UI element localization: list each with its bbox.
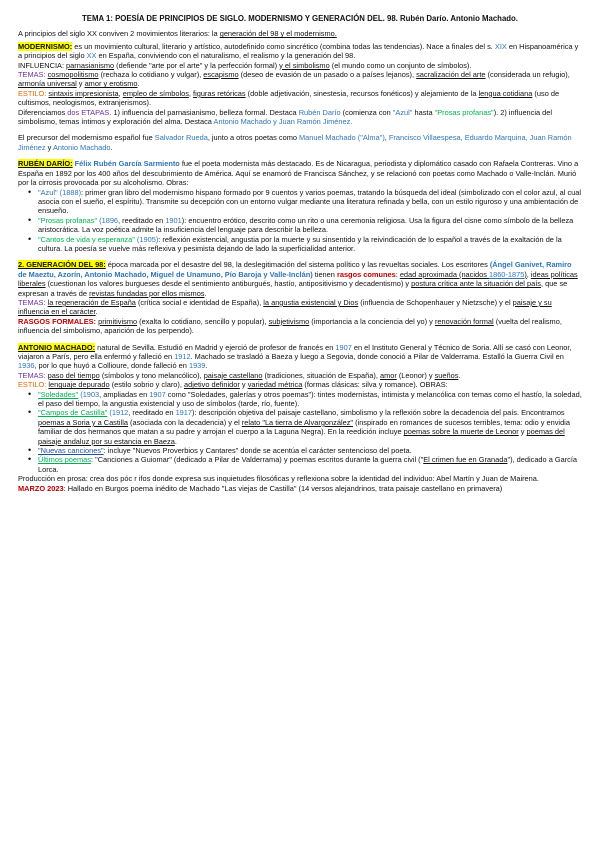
machado-temas: TEMAS: paso del tiempo (símbolos y tono melancólico), paisaje castellano (tradiciones, situación de España), amor (Leonor) y sueños. xyxy=(18,370,461,380)
list-item: • Últimos poemas: "Canciones a Guiomar" (dedicado a Pilar de Valderrama) y poemas escritos durante la guerra civil ("El crimen fue en Granada"), dedicado a García Lorca. xyxy=(38,455,582,474)
machado-bio: ANTONIO MACHADO: natural de Sevilla. Estudió en Madrid y ejerció de profesor de francés en 1907 en el Instituto General y Técnico de Soria. Allí se casó con Leonor, viajaron a París, pero ella enfermó y falleció en 1912. Machado se trasladó a Baeza y luego a Segovia, donde conoció a Pilar de Valderrama. Estalló la Guerra Civil en 1936, por lo que huyó a Collioure, donde falleció en 1939. xyxy=(18,342,572,371)
generacion-heading: 2. GENERACIÓN DEL 98: xyxy=(18,260,106,270)
list-item: • "Prosas profanas" (1896, reeditado en 1901): encuentro erótico, descrito como un rito o una ceremonia religiosa. Usa la figura del cisne como símbolo de la belleza aristocrática. La voz poética admite la insuficiencia del lenguaje para describir la belleza. xyxy=(38,216,582,235)
intro-text: A principios del siglo XX conviven 2 movimientos literarios: la xyxy=(18,29,220,39)
modernismo-precursor: El precursor del modernismo español fue Salvador Rueda, junto a otros poetas como Manuel Machado ("Alma"), Francisco Villaespesa, Eduardo Marquina, Juan Ramón Jiménez y Antonio Machado. xyxy=(18,133,572,152)
modernismo-etapas: Diferenciamos dos ETAPAS. 1) influencia del parnasianismo, belleza formal. Destaca Rubén Darío (comienza con "Azul" hasta "Prosas profanas"). 2) influencia del simbolismo, temas íntimos y exploración del alma. Destaca Antonio Machado y Juan Ramón Jiménez. xyxy=(18,107,553,127)
list-item: • "Soledades" (1903, ampliadas en 1907 como "Soledades, galerías y otros poemas"): tintes modernistas, intimista y melancólica con temas como el hastío, la soledad, el paso del tiempo, la angustia existencial y uso de símbolos (tarde, río, fuente). xyxy=(38,390,582,409)
list-item: • "Azul" (1888): primer gran libro del modernismo hispano formado por 9 cuentos y varios poemas, tratando la búsqueda del ideal (simbolizado con el color azul, al cual asocia con el sueño, el espíritu). Transmite su decepción con un entorno vulgar mediante una literatura refinada y bella, con un estilo riguroso y una ambientación de ensueño. xyxy=(38,188,582,216)
modernismo-temas: TEMAS: cosmopolitismo (rechaza lo cotidiano y vulgar), escapismo (deseo de evasión de un pasado o a países lejanos), sacralización del arte (considerada un refugio), armonía universal y amor y erotismo. xyxy=(18,70,570,89)
intro-underlined: generación del 98 y el modernismo. xyxy=(219,29,337,39)
modernismo-definition: MODERNISMO: es un movimiento cultural, literario y artístico, autodefinido como sincrético (combina todas las tendencias). Nace a finales del s. XIX en Hispanoamérica y a principios del siglo XX en España, conviviendo con el naturalismo, el realismo y la generación del 98. xyxy=(18,41,579,61)
machado-heading: ANTONIO MACHADO: xyxy=(18,342,96,352)
intro-paragraph xyxy=(18,29,582,38)
modernismo-estilo: ESTILO: sintaxis impresionista, empleo de símbolos, figuras retóricas (doble adjetivación, sinestesia, recursos fonéticos) y alejamiento de la lengua cotidiana (uso de cultismos, neologismos, extranjerismos). xyxy=(18,88,560,108)
list-item: • "Cantos de vida y esperanza" (1905): reflexión existencial, angustia por la muerte y su sinsentido y la reivindicación de lo español a través de la exaltación de la cultura. La poesía se vuelve más reflexiva y pesimista dejando de lado la superficialidad anterior. xyxy=(38,235,582,254)
list-item: • "Nuevas canciones": incluye "Nuevos Proverbios y Cantares" donde se acentúa el carácter sentencioso del poeta. xyxy=(38,446,582,455)
ruben-bio: RUBÉN DARÍO: Félix Rubén García Sarmiento fue el poeta modernista más destacado. Es de Nicaragua, periodista y diplomático casado con Rafaela Contreras. Vino a España en 1892 por los 400 años del descubrimiento de América. Aquí se enamoró de Francisca Sánchez, y se relacionó con poetas como Machado o Valle-Inclán. Murió por la cirrosis provocada por su alcoholismo. Obras: xyxy=(18,159,579,188)
list-item: • "Campos de Castilla" (1912, reeditado en 1917): descripción objetiva del paisaje castellano, simbolismo y la reflexión sobre la decadencia del país. Encontramos poemas a Soria y a Castilla (asociada con la decadencia) y el relato "La tierra de Alvargonzález" (inspirado en romances de sucesos terribles, tema: odio y envidia familiar de dos hermanos que matan a su padre y arrojan el cuerpo a la Laguna Negra). En la reedición incluye poemas sobre la muerte de Leonor y poemas del paisaje andaluz por su estancia en Baeza. xyxy=(38,408,582,446)
modernismo-heading: MODERNISMO: xyxy=(18,41,73,51)
generacion-rasgos: RASGOS FORMALES: primitivismo (exalta lo cotidiano, sencillo y popular), subjetivismo (importancia a la conciencia del yo) y renovación formal (vuelta del realismo, influencia del simbolismo, aparición de los perpendo). xyxy=(18,316,562,336)
page-title: TEMA 1: POESÍA DE PRINCIPIOS DE SIGLO. MODERNISMO Y GENERACIÓN DEL. 98. Rubén Darío. Antonio Machado. xyxy=(82,14,518,23)
machado-marzo: MARZO 2023: Hallado en Burgos poema inédito de Machado "Las viejas de Castilla" (14 versos alejandrinos, trata paisaje castellano en primavera) xyxy=(18,483,503,493)
machado-estilo: ESTILO: lenguaje depurado (estilo sobrio y claro), adjetivo definidor y variedad métrica (formas clásicas: silva y romance). OBRAS: xyxy=(18,380,448,390)
generacion-definition: 2. GENERACIÓN DEL 98: época marcada por el desastre del 98, la deslegitimación del sistema político y las revueltas sociales. Los escritores (Ángel Ganivet, Ramiro de Maeztu, Azorín, Antonio Machado, Miguel de Unamuno, Pío Baroja y Valle-Inclán) tienen rasgos comunes: edad aproximada (nacidos 1860-1875), ideas políticas liberales (cuestionan los valores burgueses desde el sentimiento antiburgués, hastío, antipositivismo y decadentismo) y postura crítica ante la situación del país, que se expresan a través de revistas fundadas por ellos mismos. xyxy=(18,260,578,298)
generacion-temas: TEMAS: la regeneración de España (crítica social e identidad de España), la angustia existencial y Dios (influencia de Schopenhauer y Nietzsche) y el paisaje y su influencia en el carácter. xyxy=(18,297,552,317)
ruben-obras-list xyxy=(18,188,582,254)
machado-obras-list xyxy=(18,390,582,475)
modernismo-influencia: INFLUENCIA: parnasianismo (defiende "arte por el arte" y la perfección formal) y el simbolismo (el mundo como un conjunto de símbolos). xyxy=(18,60,472,70)
machado-prosa: Producción en prosa: crea dos póc r ifos donde expresa sus inquietudes filosóficas y reflexiona sobre la identidad del individuo: Abel Martín y Juan de Mairena. xyxy=(18,474,539,484)
ruben-heading: RUBÉN DARÍO: xyxy=(18,159,73,169)
